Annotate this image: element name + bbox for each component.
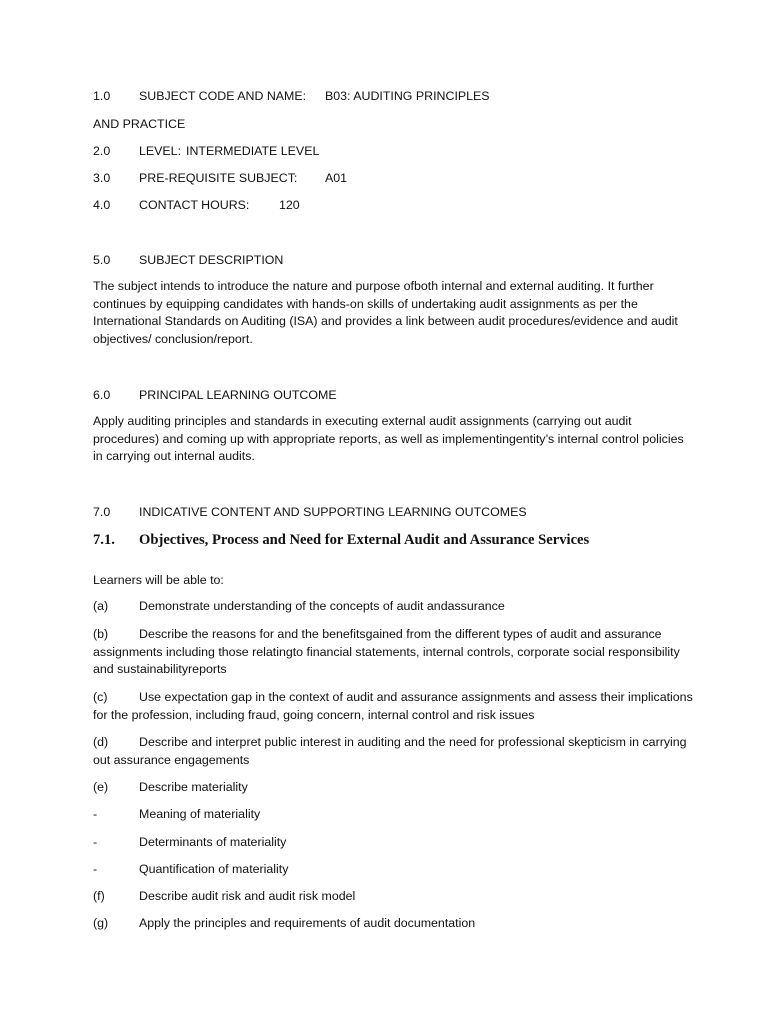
section-label: LEVEL: <box>139 144 182 158</box>
item-text: Meaning of materiality <box>139 807 261 821</box>
subject-description: The subject intends to introduce the nature and purpose ofboth internal and external auditing. It further continues by equipping candidates with hands-on skills of undertaking audit assignments as per the International Standards on Auditing (ISA) and provides a link between audit procedures/evidence and audit objectives/ conclusion/report. <box>93 279 678 347</box>
item-marker: (f) <box>93 889 105 903</box>
item-text: Describe audit risk and audit risk model <box>139 889 356 903</box>
list-item <box>93 689 693 724</box>
item-marker: (g) <box>93 916 109 930</box>
section-label: SUBJECT CODE AND NAME: <box>139 89 307 103</box>
item-marker: - <box>93 862 98 876</box>
list-item <box>93 888 693 906</box>
item-text: Describe and interpret public interest in auditing and the need for professional skepticism in carrying out assurance engagements <box>93 735 687 767</box>
item-text: Demonstrate understanding of the concepts of audit andassurance <box>139 599 505 613</box>
list-item <box>93 626 693 679</box>
item-text: Describe the reasons for and the benefitsgained from the different types of audit and assurance assignments including those relatingto financial statements, internal controls, corporate social responsibility and sustainabilityreports <box>93 627 680 677</box>
item-marker: (d) <box>93 735 109 749</box>
section-title: SUBJECT DESCRIPTION <box>139 253 284 267</box>
list-item <box>93 734 693 769</box>
section-title: PRINCIPAL LEARNING OUTCOME <box>139 388 337 402</box>
list-item <box>93 598 693 616</box>
list-item <box>93 861 693 879</box>
item-text: Describe materiality <box>139 780 248 794</box>
item-marker: (a) <box>93 599 109 613</box>
principal-learning-outcome: Apply auditing principles and standards in executing external audit assignments (carrying out audit procedures) and coming up with appropriate reports, as well as implementingentity’s internal control policies in carrying out internal audits. <box>93 414 684 464</box>
section-label: CONTACT HOURS: <box>139 198 250 212</box>
section-number: 5.0 <box>93 253 111 267</box>
section-value: INTERMEDIATE LEVEL <box>186 144 320 158</box>
item-marker: - <box>93 807 98 821</box>
item-text: Quantification of materiality <box>139 862 289 876</box>
item-marker: (b) <box>93 627 109 641</box>
section-value: B03: AUDITING PRINCIPLES <box>325 89 490 103</box>
list-item <box>93 806 693 824</box>
section-value: 120 <box>279 198 300 212</box>
item-text: Apply the principles and requirements of audit documentation <box>139 916 476 930</box>
section-label: PRE-REQUISITE SUBJECT: <box>139 171 298 185</box>
item-text: Use expectation gap in the context of audit and assurance assignments and assess their implications for the profession, including fraud, going concern, internal control and risk issues <box>93 690 693 722</box>
section-number: 3.0 <box>93 171 111 185</box>
subsection-number: 7.1. <box>93 532 115 548</box>
learners-intro: Learners will be able to: <box>93 573 224 587</box>
item-marker: - <box>93 835 98 849</box>
list-item <box>93 779 693 797</box>
section-value: A01 <box>325 171 348 185</box>
item-marker: (c) <box>93 690 108 704</box>
section-number: 7.0 <box>93 505 111 519</box>
subsection-title: Objectives, Process and Need for External Audit and Assurance Services <box>139 532 590 548</box>
list-item <box>93 915 693 933</box>
item-marker: (e) <box>93 780 109 794</box>
section-number: 6.0 <box>93 388 111 402</box>
section-title: INDICATIVE CONTENT AND SUPPORTING LEARNING OUTCOMES <box>139 505 527 519</box>
section-1-continuation: AND PRACTICE <box>93 117 186 131</box>
item-text: Determinants of materiality <box>139 835 287 849</box>
section-number: 4.0 <box>93 198 111 212</box>
list-item <box>93 834 693 852</box>
section-number: 1.0 <box>93 89 111 103</box>
section-number: 2.0 <box>93 144 111 158</box>
